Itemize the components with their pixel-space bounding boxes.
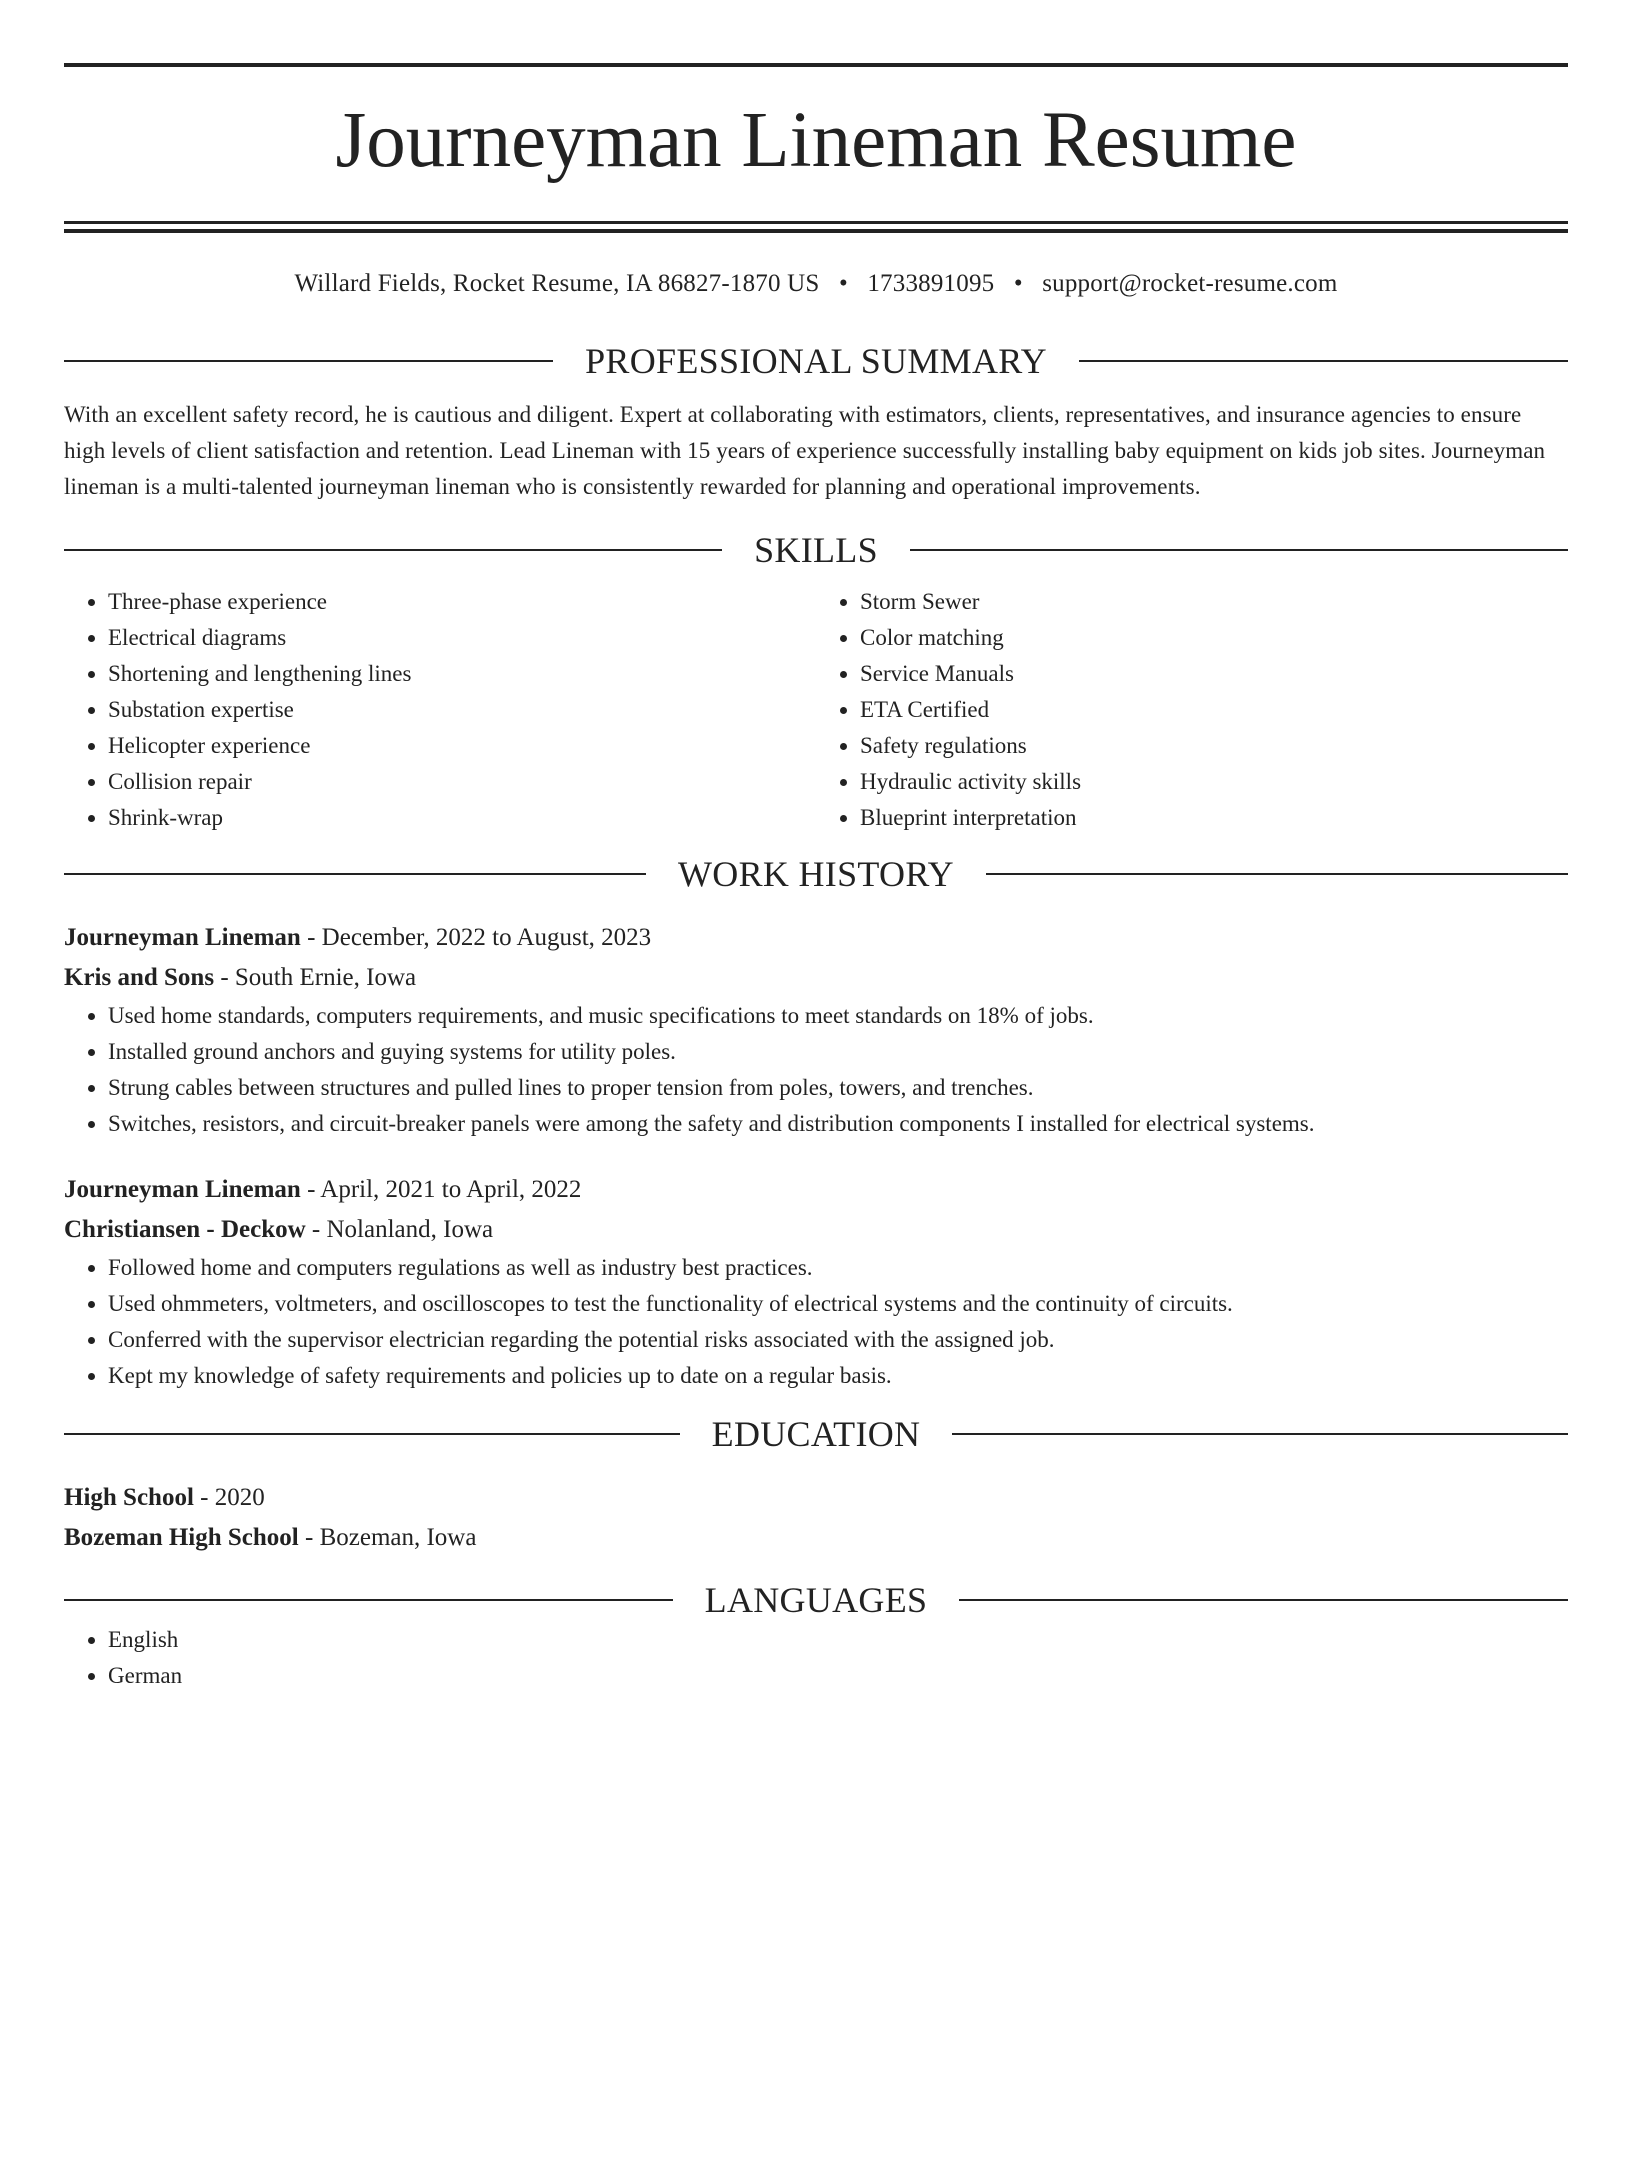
job-title-line (64, 1170, 1568, 1210)
education-section-heading (64, 1412, 1568, 1456)
job-location: - Nolanland, Iowa (305, 1216, 494, 1243)
heading-rule-left (64, 873, 646, 875)
skill-item: • Substation expertise (108, 692, 816, 728)
skills-heading-label: SKILLS (754, 530, 878, 570)
education-degree: High School (64, 1484, 194, 1511)
job-company-line (64, 1210, 1568, 1250)
languages-section-heading (64, 1578, 1568, 1622)
skill-item: • Storm Sewer (860, 584, 1568, 620)
job-dates: - December, 2022 to August, 2023 (300, 924, 652, 951)
summary-text: With an excellent safety record, he is cautious and diligent. Expert at collaborating with estimators, clients, representatives, and insurance agencies to ensure high levels of client satisfaction and retention. Lead Lineman with 15 years of experience successfully installing baby equipment on kids job sites. Journeyman lineman is a multi-talented journeyman lineman who is consistently rewarded for planning and operational improvements. (64, 402, 1546, 499)
resume-page (0, 63, 1632, 2175)
education-degree-line (64, 1478, 1568, 1518)
job-title: Journeyman Lineman (64, 924, 301, 951)
skill-item: • Helicopter experience (108, 728, 816, 764)
skill-item: • Color matching (860, 620, 1568, 656)
skill-item: • Hydraulic activity skills (860, 764, 1568, 800)
contact-email: support@rocket-resume.com (1042, 270, 1338, 297)
contact-separator: • (838, 270, 848, 297)
job-location: - South Ernie, Iowa (214, 964, 417, 991)
job-title: Journeyman Lineman (64, 1176, 301, 1203)
heading-rule-right (959, 1599, 1568, 1601)
page-title: Journeyman Lineman Resume (335, 97, 1297, 184)
heading-rule-left (64, 549, 722, 551)
job-duty: • Used home standards, computers requirements, and music specifications to meet standards on 18% of jobs. (108, 998, 1568, 1034)
education-heading-label: EDUCATION (711, 1414, 921, 1454)
skill-item: • Blueprint interpretation (860, 800, 1568, 836)
contact-address: Willard Fields, Rocket Resume, IA 86827-1870 US (294, 270, 820, 297)
education-school: Bozeman High School (64, 1524, 299, 1551)
skill-item: • Collision repair (108, 764, 816, 800)
heading-rule-right (952, 1433, 1568, 1435)
top-divider (64, 63, 1568, 67)
language-item: • German (108, 1658, 1568, 1694)
skill-item: • Safety regulations (860, 728, 1568, 764)
job-duty: • Strung cables between structures and pulled lines to proper tension from poles, towers, and trenches. (108, 1070, 1568, 1106)
job-title-line (64, 918, 1568, 958)
skills-section-heading (64, 528, 1568, 572)
summary-section-heading (64, 339, 1568, 383)
skill-item: • ETA Certified (860, 692, 1568, 728)
work-section-heading (64, 852, 1568, 896)
job-company-line (64, 958, 1568, 998)
work-heading-label: WORK HISTORY (678, 854, 954, 894)
education-school-line (64, 1518, 1568, 1558)
education-location: - Bozeman, Iowa (298, 1524, 477, 1551)
contact-line (64, 267, 1568, 301)
job-company: Kris and Sons (64, 964, 215, 991)
job-duty: • Kept my knowledge of safety requirements and policies up to date on a regular basis. (108, 1358, 1568, 1394)
heading-rule-left (64, 360, 553, 362)
summary-heading-label: PROFESSIONAL SUMMARY (585, 341, 1047, 381)
job-duty: • Followed home and computers regulations as well as industry best practices. (108, 1250, 1568, 1286)
heading-rule-right (986, 873, 1568, 875)
languages-heading-label: LANGUAGES (704, 1580, 928, 1620)
education-entry (64, 1478, 1568, 1558)
heading-rule-left (64, 1433, 680, 1435)
job-dates: - April, 2021 to April, 2022 (300, 1176, 582, 1203)
languages-list (64, 1622, 1568, 1694)
heading-rule-right (1079, 360, 1568, 362)
heading-rule-left (64, 1599, 673, 1601)
job-duty: • Installed ground anchors and guying systems for utility poles. (108, 1034, 1568, 1070)
skills-list (64, 584, 1568, 836)
skill-item: • Service Manuals (860, 656, 1568, 692)
job-duty: • Switches, resistors, and circuit-breaker panels were among the safety and distribution components I installed for electrical systems. (108, 1106, 1568, 1142)
job-company: Christiansen - Deckow (64, 1216, 306, 1243)
skills-column-right (816, 584, 1568, 836)
heading-rule-right (910, 549, 1568, 551)
skill-item: • Three-phase experience (108, 584, 816, 620)
contact-phone: 1733891095 (867, 270, 995, 297)
skill-item: • Electrical diagrams (108, 620, 816, 656)
job-duties (64, 998, 1568, 1142)
job-duties (64, 1250, 1568, 1394)
job-entry (64, 1170, 1568, 1394)
language-item: • English (108, 1622, 1568, 1658)
job-duty: • Conferred with the supervisor electrician regarding the potential risks associated with the assigned job. (108, 1322, 1568, 1358)
job-entry (64, 918, 1568, 1142)
skills-column-left (64, 584, 816, 836)
education-year: - 2020 (193, 1484, 265, 1511)
contact-separator: • (1013, 270, 1023, 297)
skill-item: • Shortening and lengthening lines (108, 656, 816, 692)
skill-item: • Shrink-wrap (108, 800, 816, 836)
job-duty: • Used ohmmeters, voltmeters, and oscilloscopes to test the functionality of electrical systems and the continuity of circuits. (108, 1286, 1568, 1322)
title-double-divider (64, 221, 1568, 233)
